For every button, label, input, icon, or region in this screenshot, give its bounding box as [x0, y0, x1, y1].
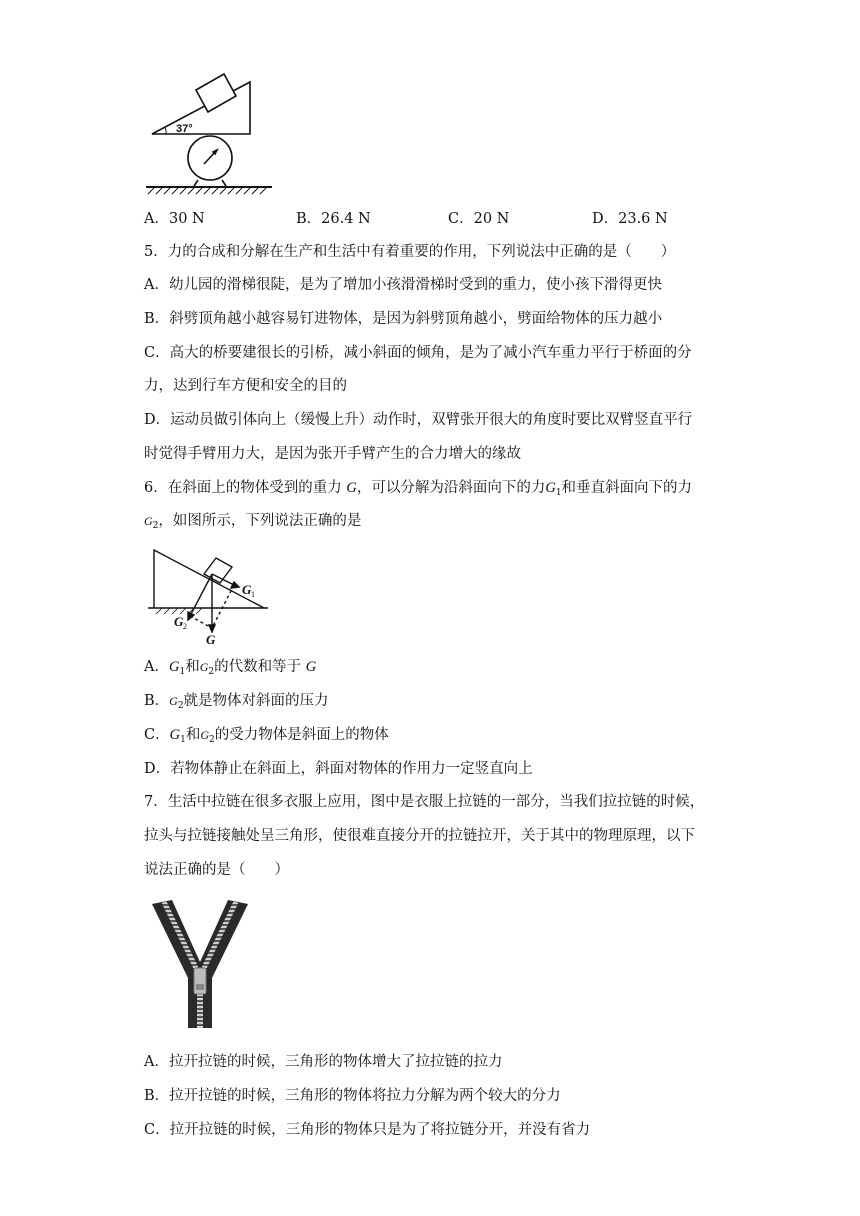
- option-letter: A．: [144, 659, 169, 675]
- g-symbol: G: [305, 659, 317, 675]
- q6-stem-part2: ，可以分解为沿斜面向下的力: [356, 480, 546, 496]
- force-decomposition-figure: [146, 544, 270, 648]
- g2-symbol: G: [169, 694, 178, 708]
- q7-option-c[interactable]: C．拉开拉链的时候，三角形的物体只是为了将拉链分开，并没有省力: [144, 1122, 591, 1138]
- q6-option-b[interactable]: [144, 691, 329, 716]
- q5-option-b[interactable]: B．斜劈顶角越小越容易钉进物体，是因为斜劈顶角越小，劈面给物体的压力越小: [144, 311, 663, 327]
- q6-stem-line2: [144, 511, 361, 536]
- q4-option-a[interactable]: A．30 N: [144, 211, 205, 227]
- q5-option-a[interactable]: A．幼儿园的滑梯很陡，是为了增加小孩滑滑梯时受到的重力，使小孩下滑得更快: [144, 277, 662, 293]
- q7-stem-line1: 7．生活中拉链在很多衣服上应用，图中是衣服上拉链的一部分，当我们拉拉链的时候，: [144, 794, 705, 810]
- g1-symbol: G: [168, 659, 180, 675]
- option-text: 的受力物体是斜面上的物体: [214, 727, 389, 743]
- q5-stem: 5．力的合成和分解在生产和生活中有着重要的作用，下列说法中正确的是（ ）: [144, 244, 676, 260]
- fig-g2-subscript: 2: [183, 622, 187, 631]
- angle-label: 37°: [176, 123, 193, 135]
- g1-symbol: G: [545, 480, 556, 496]
- q6-stem-line1: [144, 478, 692, 503]
- q6-option-a[interactable]: [144, 657, 316, 682]
- q6-option-c[interactable]: [144, 725, 389, 750]
- option-letter: B．: [144, 693, 170, 709]
- q4-option-b[interactable]: B．26.4 N: [296, 211, 371, 227]
- q5-option-c-line1[interactable]: C．高大的桥要建很长的引桥，减小斜面的倾角，是为了减小汽车重力平行于桥面的分: [144, 345, 692, 361]
- q6-stem-part3: 和垂直斜面向下的力: [561, 480, 693, 496]
- g2-symbol: G: [199, 660, 209, 674]
- q4-option-d[interactable]: D．23.6 N: [592, 211, 668, 227]
- g2-symbol: G: [144, 514, 153, 528]
- g2-symbol: G: [200, 728, 209, 742]
- g1-subscript: 1: [180, 735, 186, 745]
- option-text: 的代数和等于: [214, 659, 306, 675]
- g-symbol: G: [346, 480, 357, 496]
- fig-g2-label: G: [174, 614, 184, 629]
- q6-option-d[interactable]: D．若物体静止在斜面上，斜面对物体的作用力一定竖直向上: [144, 761, 533, 777]
- q5-option-d-line2[interactable]: 时觉得手臂用力大，是因为张开手臂产生的合力增大的缘故: [144, 446, 521, 462]
- zipper-figure: [150, 898, 250, 1030]
- q7-option-a[interactable]: A．拉开拉链的时候，三角形的物体增大了拉拉链的拉力: [144, 1054, 503, 1070]
- q6-stem-part1: 6．在斜面上的物体受到的重力: [144, 480, 347, 496]
- g2-subscript: 2: [208, 667, 215, 677]
- q7-option-b[interactable]: B．拉开拉链的时候，三角形的物体将拉力分解为两个较大的分力: [144, 1088, 561, 1104]
- g1-subscript: 1: [555, 488, 562, 498]
- q7-stem-line3: 说法正确的是（ ）: [144, 862, 289, 878]
- g2-subscript: 2: [152, 521, 159, 531]
- option-text: 和: [185, 727, 201, 743]
- fig-g1-subscript: 1: [251, 590, 255, 599]
- q5-option-c-line2[interactable]: 力，达到行车方便和安全的目的: [144, 378, 347, 394]
- g2-subscript: 2: [209, 735, 215, 745]
- option-letter: C．: [144, 727, 170, 743]
- option-text: 就是物体对斜面的压力: [183, 693, 329, 709]
- q6-stem-part4: ，如图所示，下列说法正确的是: [158, 513, 362, 529]
- q5-option-d-line1[interactable]: D．运动员做引体向上（缓慢上升）动作时，双臂张开很大的角度时要比双臂竖直平行: [144, 412, 693, 428]
- g2-subscript: 2: [177, 701, 184, 711]
- q7-stem-line2: 拉头与拉链接触处呈三角形，使很难直接分开的拉链拉开，关于其中的物理原理，以下: [144, 828, 695, 844]
- g1-symbol: G: [169, 727, 181, 743]
- g1-subscript: 1: [179, 667, 186, 677]
- q4-option-c[interactable]: C．20 N: [448, 211, 510, 227]
- fig-g-label: G: [206, 632, 216, 647]
- option-text: 和: [185, 659, 200, 675]
- incline-scale-figure: [140, 66, 280, 196]
- fig-g1-label: G: [242, 582, 252, 597]
